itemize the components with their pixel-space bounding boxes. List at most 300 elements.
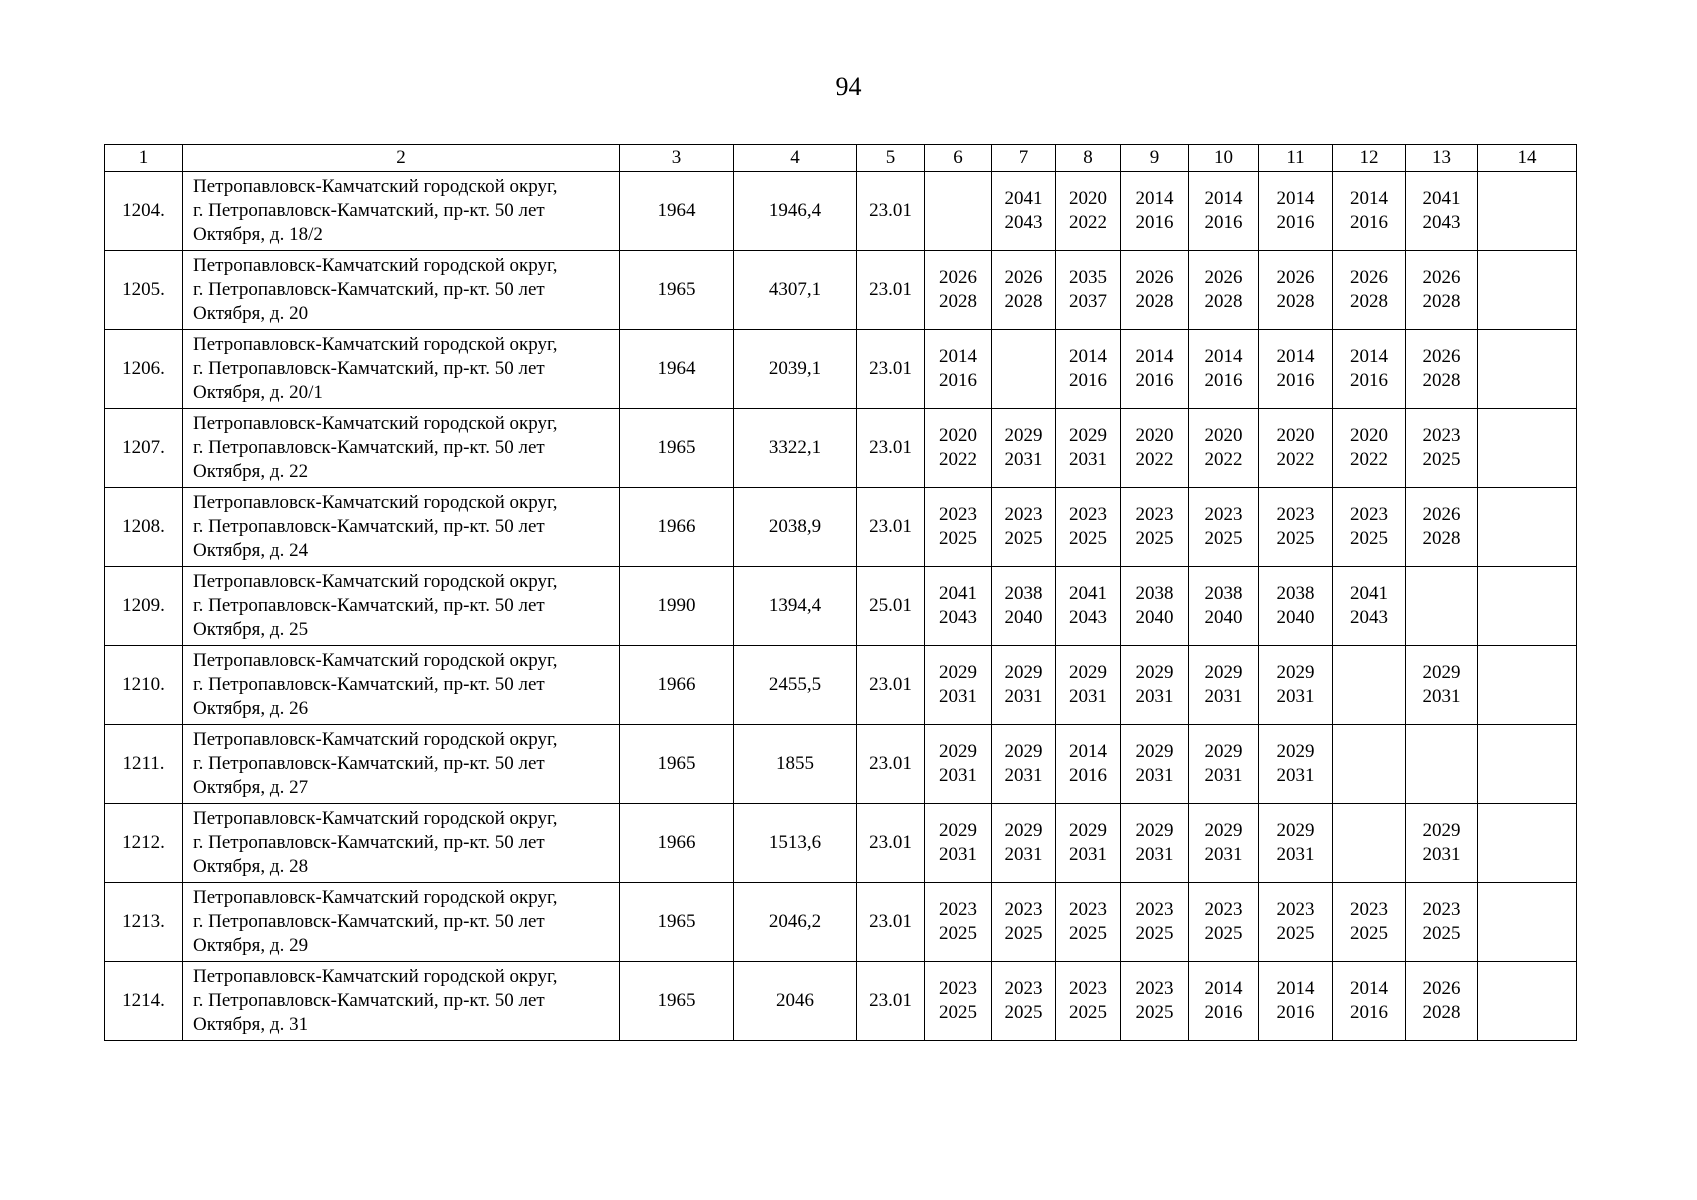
period-year: 2020 [1069,188,1107,209]
period-year: 2043 [1004,212,1043,233]
period-cell [1478,567,1577,646]
period-year: 2023 [1004,899,1043,920]
area-cell: 2455,5 [734,646,857,725]
address-line: Петропавловск-Камчатский городской округ, [193,176,558,197]
period-year: 2026 [1276,267,1315,288]
period-year: 2040 [1204,607,1243,628]
row-number-cell: 1213. [105,883,183,962]
address-line: г. Петропавловск-Камчатский, пр-кт. 50 лет [193,200,545,221]
period-cell [925,330,992,409]
build-year-cell: 1965 [620,725,734,804]
period-year: 2025 [939,923,977,944]
period-year: 2029 [1004,425,1043,446]
period-cell [1056,725,1121,804]
column-header: 10 [1189,145,1259,172]
period-year: 2031 [1135,765,1174,786]
period-year: 2031 [1276,686,1315,707]
period-cell [925,646,992,725]
period-year: 2022 [1204,449,1243,470]
code-cell: 23.01 [857,725,925,804]
period-year: 2038 [1276,583,1315,604]
period-cell [1333,409,1406,488]
period-year: 2020 [1276,425,1315,446]
period-year: 2031 [1204,844,1243,865]
period-year: 2031 [1135,686,1174,707]
period-cell [992,883,1056,962]
build-year-cell: 1965 [620,962,734,1041]
period-year: 2029 [1004,741,1043,762]
column-header: 13 [1406,145,1478,172]
period-cell [1056,883,1121,962]
page-number: 94 [835,72,862,101]
period-cell [1121,172,1189,251]
address-line: г. Петропавловск-Камчатский, пр-кт. 50 лет [193,516,545,537]
address-line: Октября, д. 18/2 [193,224,323,245]
period-year: 2028 [1350,291,1388,312]
area-cell: 2038,9 [734,488,857,567]
period-cell [1333,804,1406,883]
code-cell: 23.01 [857,409,925,488]
period-cell [1478,646,1577,725]
row-number-cell: 1210. [105,646,183,725]
address-line: Петропавловск-Камчатский городской округ, [193,887,558,908]
period-cell [1333,488,1406,567]
period-year: 2026 [1004,267,1043,288]
period-cell [1478,804,1577,883]
area-cell: 4307,1 [734,251,857,330]
period-year: 2023 [1135,978,1174,999]
period-year: 2016 [1276,1002,1315,1023]
address-line: г. Петропавловск-Камчатский, пр-кт. 50 лет [193,753,545,774]
period-cell [1259,409,1333,488]
period-cell [1478,488,1577,567]
period-year: 2025 [1135,528,1174,549]
period-year: 2026 [1422,978,1461,999]
period-year: 2014 [1350,188,1388,209]
period-year: 2026 [1135,267,1174,288]
period-year: 2026 [939,267,977,288]
period-year: 2025 [1350,528,1388,549]
address-cell [183,804,620,883]
period-year: 2023 [1350,504,1388,525]
period-year: 2023 [939,504,977,525]
address-line: Октября, д. 24 [193,540,309,561]
period-cell [1189,804,1259,883]
code-cell: 23.01 [857,962,925,1041]
period-year: 2031 [1276,765,1315,786]
period-year: 2016 [1135,212,1174,233]
column-header: 1 [105,145,183,172]
table-row [105,883,1577,962]
address-line: Октября, д. 29 [193,935,309,956]
period-cell [992,567,1056,646]
period-cell [1333,883,1406,962]
area-cell: 2046 [734,962,857,1041]
period-year: 2023 [1276,504,1315,525]
column-header: 11 [1259,145,1333,172]
table-row [105,804,1577,883]
period-year: 2025 [1004,528,1043,549]
period-cell [1121,804,1189,883]
column-header: 3 [620,145,734,172]
period-year: 2040 [1004,607,1043,628]
period-cell [925,567,992,646]
build-year-cell: 1964 [620,172,734,251]
address-line: Петропавловск-Камчатский городской округ, [193,255,558,276]
row-number-cell: 1204. [105,172,183,251]
period-year: 2020 [1135,425,1174,446]
period-cell [992,409,1056,488]
address-line: Петропавловск-Камчатский городской округ, [193,650,558,671]
build-year-cell: 1965 [620,883,734,962]
address-line: Петропавловск-Камчатский городской округ, [193,808,558,829]
period-year: 2029 [1422,820,1461,841]
period-year: 2031 [1004,765,1043,786]
period-year: 2026 [1422,346,1461,367]
period-year: 2023 [1069,899,1107,920]
build-year-cell: 1990 [620,567,734,646]
period-cell [992,646,1056,725]
period-year: 2014 [1350,978,1388,999]
address-line: г. Петропавловск-Камчатский, пр-кт. 50 лет [193,358,545,379]
period-year: 2035 [1069,267,1107,288]
period-year: 2025 [939,1002,977,1023]
code-cell: 25.01 [857,567,925,646]
period-year: 2031 [1069,844,1107,865]
period-year: 2016 [1350,370,1388,391]
period-year: 2025 [1276,923,1315,944]
period-cell [925,804,992,883]
table-row [105,962,1577,1041]
period-year: 2028 [1422,528,1461,549]
address-line: Октября, д. 22 [193,461,309,482]
build-year-cell: 1964 [620,330,734,409]
period-year: 2023 [939,899,977,920]
period-year: 2029 [1004,820,1043,841]
period-year: 2023 [1350,899,1388,920]
period-year: 2025 [1069,1002,1107,1023]
period-cell [1121,409,1189,488]
address-line: Октября, д. 20/1 [193,382,323,403]
period-year: 2029 [1204,662,1243,683]
code-cell: 23.01 [857,883,925,962]
period-cell [1478,883,1577,962]
address-line: Петропавловск-Камчатский городской округ, [193,966,558,987]
area-cell: 1394,4 [734,567,857,646]
address-line: Октября, д. 31 [193,1014,309,1035]
period-cell [1189,725,1259,804]
period-year: 2029 [1135,662,1174,683]
period-cell [925,488,992,567]
period-year: 2029 [1069,820,1107,841]
code-cell: 23.01 [857,804,925,883]
period-year: 2023 [1135,504,1174,525]
period-year: 2025 [1204,923,1243,944]
address-line: Петропавловск-Камчатский городской округ, [193,413,558,434]
period-cell [1333,172,1406,251]
period-year: 2041 [1004,188,1043,209]
table-row [105,330,1577,409]
period-cell [992,725,1056,804]
table-row [105,646,1577,725]
address-line: Петропавловск-Камчатский городской округ, [193,571,558,592]
period-year: 2014 [939,346,977,367]
period-year: 2016 [1204,1002,1243,1023]
period-year: 2041 [939,583,977,604]
table-row [105,567,1577,646]
period-year: 2016 [939,370,977,391]
period-cell [1406,646,1478,725]
area-cell: 3322,1 [734,409,857,488]
period-cell [1406,251,1478,330]
table-row [105,409,1577,488]
period-year: 2029 [1422,662,1461,683]
period-year: 2029 [1135,820,1174,841]
build-year-cell: 1966 [620,646,734,725]
period-cell [1121,567,1189,646]
period-cell [1406,488,1478,567]
period-year: 2031 [939,844,977,865]
period-year: 2028 [1004,291,1043,312]
address-cell [183,409,620,488]
row-number-cell: 1207. [105,409,183,488]
column-header: 9 [1121,145,1189,172]
period-cell [925,962,992,1041]
period-cell [1121,646,1189,725]
period-year: 2026 [1422,267,1461,288]
address-cell [183,172,620,251]
period-cell [1121,725,1189,804]
period-year: 2023 [939,978,977,999]
period-cell [1406,330,1478,409]
row-number-cell: 1211. [105,725,183,804]
row-number-cell: 1214. [105,962,183,1041]
period-year: 2025 [1069,528,1107,549]
period-year: 2016 [1350,212,1388,233]
period-cell [992,488,1056,567]
period-year: 2023 [1004,504,1043,525]
code-cell: 23.01 [857,646,925,725]
column-header: 5 [857,145,925,172]
period-cell [925,725,992,804]
address-line: г. Петропавловск-Камчатский, пр-кт. 50 лет [193,595,545,616]
period-cell [1259,330,1333,409]
address-line: Петропавловск-Камчатский городской округ, [193,334,558,355]
address-line: Октября, д. 25 [193,619,309,640]
period-year: 2016 [1276,370,1315,391]
period-cell [1121,251,1189,330]
period-year: 2025 [1276,528,1315,549]
period-year: 2016 [1069,765,1107,786]
period-cell [925,172,992,251]
column-header: 8 [1056,145,1121,172]
address-line: Октября, д. 26 [193,698,309,719]
address-line: Петропавловск-Камчатский городской округ, [193,729,558,750]
address-line: Октября, д. 20 [193,303,309,324]
period-cell [1406,172,1478,251]
period-cell [1259,804,1333,883]
period-year: 2026 [1350,267,1388,288]
period-year: 2029 [1204,820,1243,841]
period-year: 2031 [1422,844,1461,865]
period-year: 2025 [939,528,977,549]
period-year: 2023 [1004,978,1043,999]
period-cell [1189,251,1259,330]
build-year-cell: 1965 [620,251,734,330]
build-year-cell: 1965 [620,409,734,488]
code-cell: 23.01 [857,330,925,409]
period-year: 2029 [1204,741,1243,762]
period-cell [1056,962,1121,1041]
period-cell [992,330,1056,409]
period-year: 2023 [1069,978,1107,999]
period-cell [1406,567,1478,646]
period-year: 2029 [1004,662,1043,683]
column-header: 12 [1333,145,1406,172]
period-year: 2014 [1204,188,1243,209]
period-cell [1189,646,1259,725]
header-row [105,145,1577,172]
address-line: г. Петропавловск-Камчатский, пр-кт. 50 лет [193,674,545,695]
period-cell [1478,409,1577,488]
period-cell [1056,804,1121,883]
period-cell [1121,962,1189,1041]
period-year: 2040 [1135,607,1174,628]
period-year: 2031 [1422,686,1461,707]
column-header: 6 [925,145,992,172]
period-cell [1478,330,1577,409]
period-year: 2031 [939,686,977,707]
period-cell [925,883,992,962]
address-cell [183,962,620,1041]
period-cell [1333,962,1406,1041]
period-cell [1121,883,1189,962]
period-year: 2037 [1069,291,1107,312]
period-year: 2028 [1422,370,1461,391]
address-line: г. Петропавловск-Камчатский, пр-кт. 50 лет [193,832,545,853]
row-number-cell: 1205. [105,251,183,330]
period-year: 2041 [1422,188,1461,209]
period-year: 2016 [1135,370,1174,391]
period-year: 2031 [1069,686,1107,707]
period-year: 2031 [1069,449,1107,470]
period-year: 2043 [1350,607,1388,628]
period-cell [1189,962,1259,1041]
address-cell [183,330,620,409]
period-year: 2031 [1204,686,1243,707]
period-year: 2028 [1276,291,1315,312]
period-year: 2014 [1069,346,1107,367]
period-cell [1189,172,1259,251]
period-year: 2014 [1350,346,1388,367]
period-year: 2014 [1276,188,1315,209]
period-cell [925,409,992,488]
period-year: 2022 [1069,212,1107,233]
period-cell [1406,725,1478,804]
period-year: 2023 [1422,425,1461,446]
period-cell [1189,409,1259,488]
period-year: 2022 [1276,449,1315,470]
period-cell [1333,330,1406,409]
period-cell [1056,330,1121,409]
period-year: 2014 [1276,346,1315,367]
period-year: 2029 [1069,662,1107,683]
period-year: 2025 [1135,1002,1174,1023]
period-cell [1259,725,1333,804]
row-number-cell: 1208. [105,488,183,567]
area-cell: 2039,1 [734,330,857,409]
period-year: 2025 [1422,449,1461,470]
area-cell: 1946,4 [734,172,857,251]
column-header: 14 [1478,145,1577,172]
period-cell [1478,172,1577,251]
period-cell [1333,646,1406,725]
table-body [105,172,1577,1041]
period-cell [1189,883,1259,962]
code-cell: 23.01 [857,251,925,330]
build-year-cell: 1966 [620,804,734,883]
column-header: 4 [734,145,857,172]
address-line: Октября, д. 27 [193,777,309,798]
period-year: 2014 [1135,346,1174,367]
period-cell [992,251,1056,330]
period-year: 2043 [939,607,977,628]
area-cell: 1513,6 [734,804,857,883]
period-year: 2016 [1204,370,1243,391]
period-cell [1056,251,1121,330]
period-year: 2043 [1422,212,1461,233]
address-line: Петропавловск-Камчатский городской округ, [193,492,558,513]
period-cell [1259,962,1333,1041]
period-year: 2041 [1350,583,1388,604]
period-cell [925,251,992,330]
period-year: 2025 [1069,923,1107,944]
period-year: 2023 [1069,504,1107,525]
period-year: 2029 [939,741,977,762]
address-cell [183,488,620,567]
period-cell [1056,567,1121,646]
period-cell [1189,567,1259,646]
period-year: 2029 [1135,741,1174,762]
period-year: 2023 [1135,899,1174,920]
period-cell [1259,567,1333,646]
period-cell [992,962,1056,1041]
period-cell [1121,488,1189,567]
period-year: 2016 [1204,212,1243,233]
period-year: 2031 [939,765,977,786]
period-year: 2022 [1350,449,1388,470]
code-cell: 23.01 [857,488,925,567]
period-year: 2014 [1135,188,1174,209]
period-year: 2038 [1135,583,1174,604]
period-year: 2028 [1135,291,1174,312]
period-year: 2023 [1276,899,1315,920]
period-cell [1189,488,1259,567]
period-year: 2025 [1204,528,1243,549]
table-row [105,725,1577,804]
area-cell: 2046,2 [734,883,857,962]
period-year: 2020 [939,425,977,446]
address-line: г. Петропавловск-Камчатский, пр-кт. 50 лет [193,437,545,458]
period-year: 2029 [1276,741,1315,762]
period-year: 2028 [939,291,977,312]
period-cell [1259,646,1333,725]
period-year: 2040 [1276,607,1315,628]
period-year: 2031 [1276,844,1315,865]
address-line: г. Петропавловск-Камчатский, пр-кт. 50 лет [193,911,545,932]
period-year: 2016 [1069,370,1107,391]
period-year: 2029 [939,662,977,683]
